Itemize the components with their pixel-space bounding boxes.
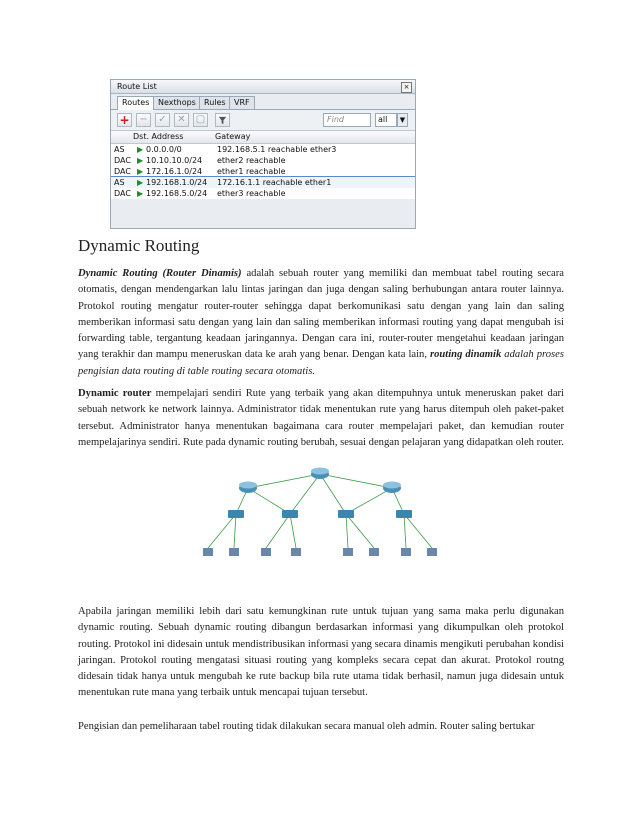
route-gateway: ether3 reachable <box>217 189 286 198</box>
table-row-selected[interactable] <box>111 177 415 188</box>
term-dynamic-routing: Dynamic Routing (Router Dinamis) <box>78 268 242 279</box>
paragraph-text: mempelajari sendiri Rute yang terbaik yang akan ditempuhnya untuk meneruskan paket dari sebuah network ke network lainnya. Administrator tidak menentukan rute yang harus ditempuh oleh paket-paket tersebut. Administrator hanya menentukan bagaimana cara router mempelajari paket, dan kemudian router mempelajarinya sendiri. Rute pada dynamic routing berubah, sesuai dengan pelajaran yang didapatkan oleh router. <box>78 388 564 448</box>
close-button[interactable]: × <box>401 82 412 93</box>
column-gateway[interactable]: Gateway <box>215 132 251 141</box>
table-row[interactable] <box>111 155 415 166</box>
plus-icon: + <box>119 113 130 127</box>
route-table <box>111 144 415 199</box>
router-icon <box>383 482 401 494</box>
active-flag-icon: ▶ <box>137 167 144 176</box>
table-row[interactable] <box>111 166 415 177</box>
switch-icon <box>396 510 412 518</box>
pc-icon <box>369 548 379 556</box>
active-flag-icon: ▶ <box>137 145 144 154</box>
tab-rules[interactable]: Rules <box>199 96 231 109</box>
pc-icon <box>291 548 301 556</box>
table-header <box>111 131 415 144</box>
active-flag-icon: ▶ <box>137 189 144 198</box>
route-gateway: ether2 reachable <box>217 156 286 165</box>
route-dst: 172.16.1.0/24 <box>146 167 203 176</box>
filter-icon <box>218 116 227 125</box>
route-gateway: ether1 reachable <box>217 167 286 176</box>
route-gateway: 192.168.5.1 reachable ether3 <box>217 145 337 154</box>
active-flag-icon: ▶ <box>137 156 144 165</box>
tab-nexthops[interactable]: Nexthops <box>153 96 201 109</box>
pc-icon <box>261 548 271 556</box>
filter-select[interactable]: all <box>375 113 397 127</box>
add-button[interactable] <box>117 113 132 127</box>
pc-icon <box>229 548 239 556</box>
paragraph-4: Pengisian dan pemeliharaan tabel routing tidak dilakukan secara manual oleh admin. Router saling bertukar <box>78 721 535 732</box>
term-dynamic-router: Dynamic router <box>78 388 152 399</box>
column-dst-address[interactable]: Dst. Address <box>133 132 184 141</box>
toolbar <box>111 110 415 131</box>
remove-button[interactable] <box>136 113 151 127</box>
pc-icon <box>427 548 437 556</box>
route-type: DAC <box>114 167 131 176</box>
tab-bar <box>111 94 415 110</box>
active-flag-icon: ▶ <box>137 178 144 187</box>
route-type: AS <box>114 145 125 154</box>
filter-button[interactable] <box>215 113 230 127</box>
switch-icon <box>228 510 244 518</box>
switch-icon <box>282 510 298 518</box>
comment-button[interactable] <box>193 113 208 127</box>
router-icon <box>311 468 329 480</box>
route-dst: 0.0.0.0/0 <box>146 145 182 154</box>
chevron-down-icon[interactable]: ▼ <box>397 113 408 127</box>
pc-icon <box>343 548 353 556</box>
route-dst: 10.10.10.0/24 <box>146 156 203 165</box>
tab-vrf[interactable]: VRF <box>229 96 255 109</box>
paragraph-2 <box>78 386 564 451</box>
switch-icon <box>338 510 354 518</box>
paragraph-3: Apabila jaringan memiliki lebih dari satu kemungkinan rute untuk tujuan yang sama maka perlu digunakan dynamic routing. Sebuah dynamic routing dibangun berdasarkan informasi yang dikumpulkan oleh protokol routing. Protokol ini didesain untuk mendistribusikan informasi yang secara dinamis mengikuti perubahan kondisi jaringan. Protokol routing mengatasi situasi routing yang kompleks secara cepat dan akurat. Protokol routng didesain tidak hanya untuk mengubah ke rute backup bila rute utama tidak berhasil, namun juga didesain untuk menentukan rute mana yang terbaik untuk mencapai tujuan tersebut. <box>78 606 564 699</box>
paragraph-text: adalah proses pengisian data routing di table routing secara otomatis. <box>78 349 564 377</box>
route-dst: 192.168.1.0/24 <box>146 178 208 187</box>
section-heading: Dynamic Routing <box>78 236 200 255</box>
route-type: DAC <box>114 189 131 198</box>
route-type: AS <box>114 178 125 187</box>
minus-icon: − <box>139 114 148 125</box>
paragraph-1 <box>78 266 564 380</box>
enable-button[interactable] <box>155 113 170 127</box>
network-topology-diagram <box>196 462 444 574</box>
table-row[interactable] <box>111 188 415 199</box>
pc-icon <box>203 548 213 556</box>
router-icon <box>239 482 257 494</box>
x-icon: ✕ <box>177 114 186 125</box>
route-type: DAC <box>114 156 131 165</box>
window-title: Route List <box>111 80 415 94</box>
check-icon: ✓ <box>158 114 167 125</box>
note-icon: ▢ <box>195 114 206 125</box>
tab-routes[interactable]: Routes <box>117 96 154 110</box>
paragraph-text: adalah sebuah router yang memiliki dan membuat tabel routing secara otomatis, dengan mendengarkan lalu lintas jaringan dan juga dengan saling berhubungan antara router lainnya. Protokol routing mengatur router-router sehingga dapat berkomunikasi satu dengan yang lain dan saling memberikan informasi satu dengan yang lain dan saling memberikan informasi routing yang dapat mengubah isi forwarding table, tergantung keadaan jaringannya. Dengan cara ini, router-router mengetahui keadaan jaringan yang terakhir dan mampu meneruskan data ke arah yang benar. Dengan kata lain, <box>78 268 564 361</box>
route-gateway: 172.16.1.1 reachable ether1 <box>217 178 332 187</box>
find-input[interactable]: Find <box>323 113 371 127</box>
table-row[interactable] <box>111 144 415 155</box>
disable-button[interactable] <box>174 113 189 127</box>
pc-icon <box>401 548 411 556</box>
term-routing-dinamik: routing dinamik <box>429 349 502 361</box>
route-dst: 192.168.5.0/24 <box>146 189 208 198</box>
route-list-window <box>110 79 416 229</box>
